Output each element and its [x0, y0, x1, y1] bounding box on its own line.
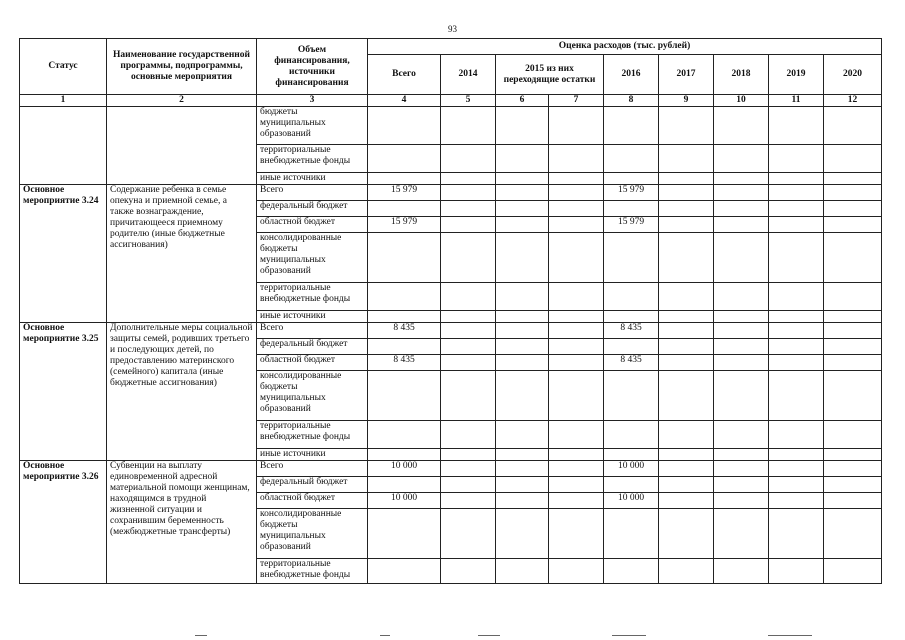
expenditure-table: [19, 38, 882, 584]
source-cell: территориальные внебюджетные фонды: [257, 421, 368, 449]
header-2016: 2016: [604, 55, 659, 95]
header-2018: 2018: [714, 55, 769, 95]
value-2016: 10 000: [604, 493, 659, 509]
scan-edge-marks: [0, 633, 905, 640]
value-2016: 8 435: [604, 323, 659, 339]
header-name: Наименование государственной программы, подпрограммы, основные мероприятия: [107, 39, 257, 95]
value-total: 8 435: [368, 323, 441, 339]
header-2019: 2019: [769, 55, 824, 95]
source-cell: областной бюджет: [257, 493, 368, 509]
source-cell: областной бюджет: [257, 355, 368, 371]
source-cell: Всего: [257, 461, 368, 477]
name-cell: Дополнительные меры социальной защиты семей, родивших третьего и последующих детей, по предоставлению материнского (семейного) капитала (иные бюджетные ассигнования): [107, 323, 257, 461]
table-row: [20, 185, 882, 201]
column-number: 1: [20, 95, 107, 107]
column-number: 4: [368, 95, 441, 107]
column-number: 9: [659, 95, 714, 107]
header-status: Статус: [20, 39, 107, 95]
column-number: 8: [604, 95, 659, 107]
name-cell: Субвенции на выплату единовременной адресной материальной помощи женщинам, находящимся в трудной жизненной ситуации и сохранившим беременность (межбюджетные трансферты): [107, 461, 257, 584]
column-number: 3: [257, 95, 368, 107]
value-total: 8 435: [368, 355, 441, 371]
source-cell: Всего: [257, 323, 368, 339]
source-cell: консолидированные бюджеты муниципальных образований: [257, 509, 368, 559]
column-number: 2: [107, 95, 257, 107]
status-cell: Основное мероприятие 3.24: [20, 185, 107, 323]
column-number: 6: [496, 95, 549, 107]
header-2015: 2015 из них переходящие остатки: [496, 55, 604, 95]
source-cell: территориальные внебюджетные фонды: [257, 559, 368, 584]
value-2016: 8 435: [604, 355, 659, 371]
column-number: 10: [714, 95, 769, 107]
table-row: [20, 461, 882, 477]
name-cell: [107, 107, 257, 185]
source-cell: федеральный бюджет: [257, 339, 368, 355]
status-cell: [20, 107, 107, 185]
value-total: 10 000: [368, 493, 441, 509]
header-2014: 2014: [441, 55, 496, 95]
source-cell: бюджеты муниципальных образований: [257, 107, 368, 145]
source-cell: иные источники: [257, 449, 368, 461]
value-2016: 15 979: [604, 185, 659, 201]
status-cell: Основное мероприятие 3.26: [20, 461, 107, 584]
column-number: 11: [769, 95, 824, 107]
source-cell: областной бюджет: [257, 217, 368, 233]
source-cell: территориальные внебюджетные фонды: [257, 145, 368, 173]
source-cell: федеральный бюджет: [257, 201, 368, 217]
source-cell: иные источники: [257, 311, 368, 323]
value-total: 10 000: [368, 461, 441, 477]
table-row: [20, 107, 882, 145]
source-cell: федеральный бюджет: [257, 477, 368, 493]
source-cell: Всего: [257, 185, 368, 201]
name-cell: Содержание ребенка в семье опекуна и приемной семье, а также вознаграждение, причитающееся приемному родителю (иные бюджетные ассигнования): [107, 185, 257, 323]
value-total: 15 979: [368, 185, 441, 201]
header-estimate: Оценка расходов (тыс. рублей): [368, 39, 882, 55]
source-cell: иные источники: [257, 173, 368, 185]
column-number: 7: [549, 95, 604, 107]
status-cell: Основное мероприятие 3.25: [20, 323, 107, 461]
value-total: 15 979: [368, 217, 441, 233]
column-number: 5: [441, 95, 496, 107]
header-total: Всего: [368, 55, 441, 95]
source-cell: территориальные внебюджетные фонды: [257, 283, 368, 311]
header-2017: 2017: [659, 55, 714, 95]
source-cell: консолидированные бюджеты муниципальных образований: [257, 371, 368, 421]
source-cell: консолидированные бюджеты муниципальных образований: [257, 233, 368, 283]
page-number: 93: [448, 24, 457, 34]
header-2020: 2020: [824, 55, 882, 95]
table-row: [20, 323, 882, 339]
value-2016: 15 979: [604, 217, 659, 233]
value-2016: 10 000: [604, 461, 659, 477]
column-number: 12: [824, 95, 882, 107]
header-volume: Объем финансирования, источники финансирования: [257, 39, 368, 95]
